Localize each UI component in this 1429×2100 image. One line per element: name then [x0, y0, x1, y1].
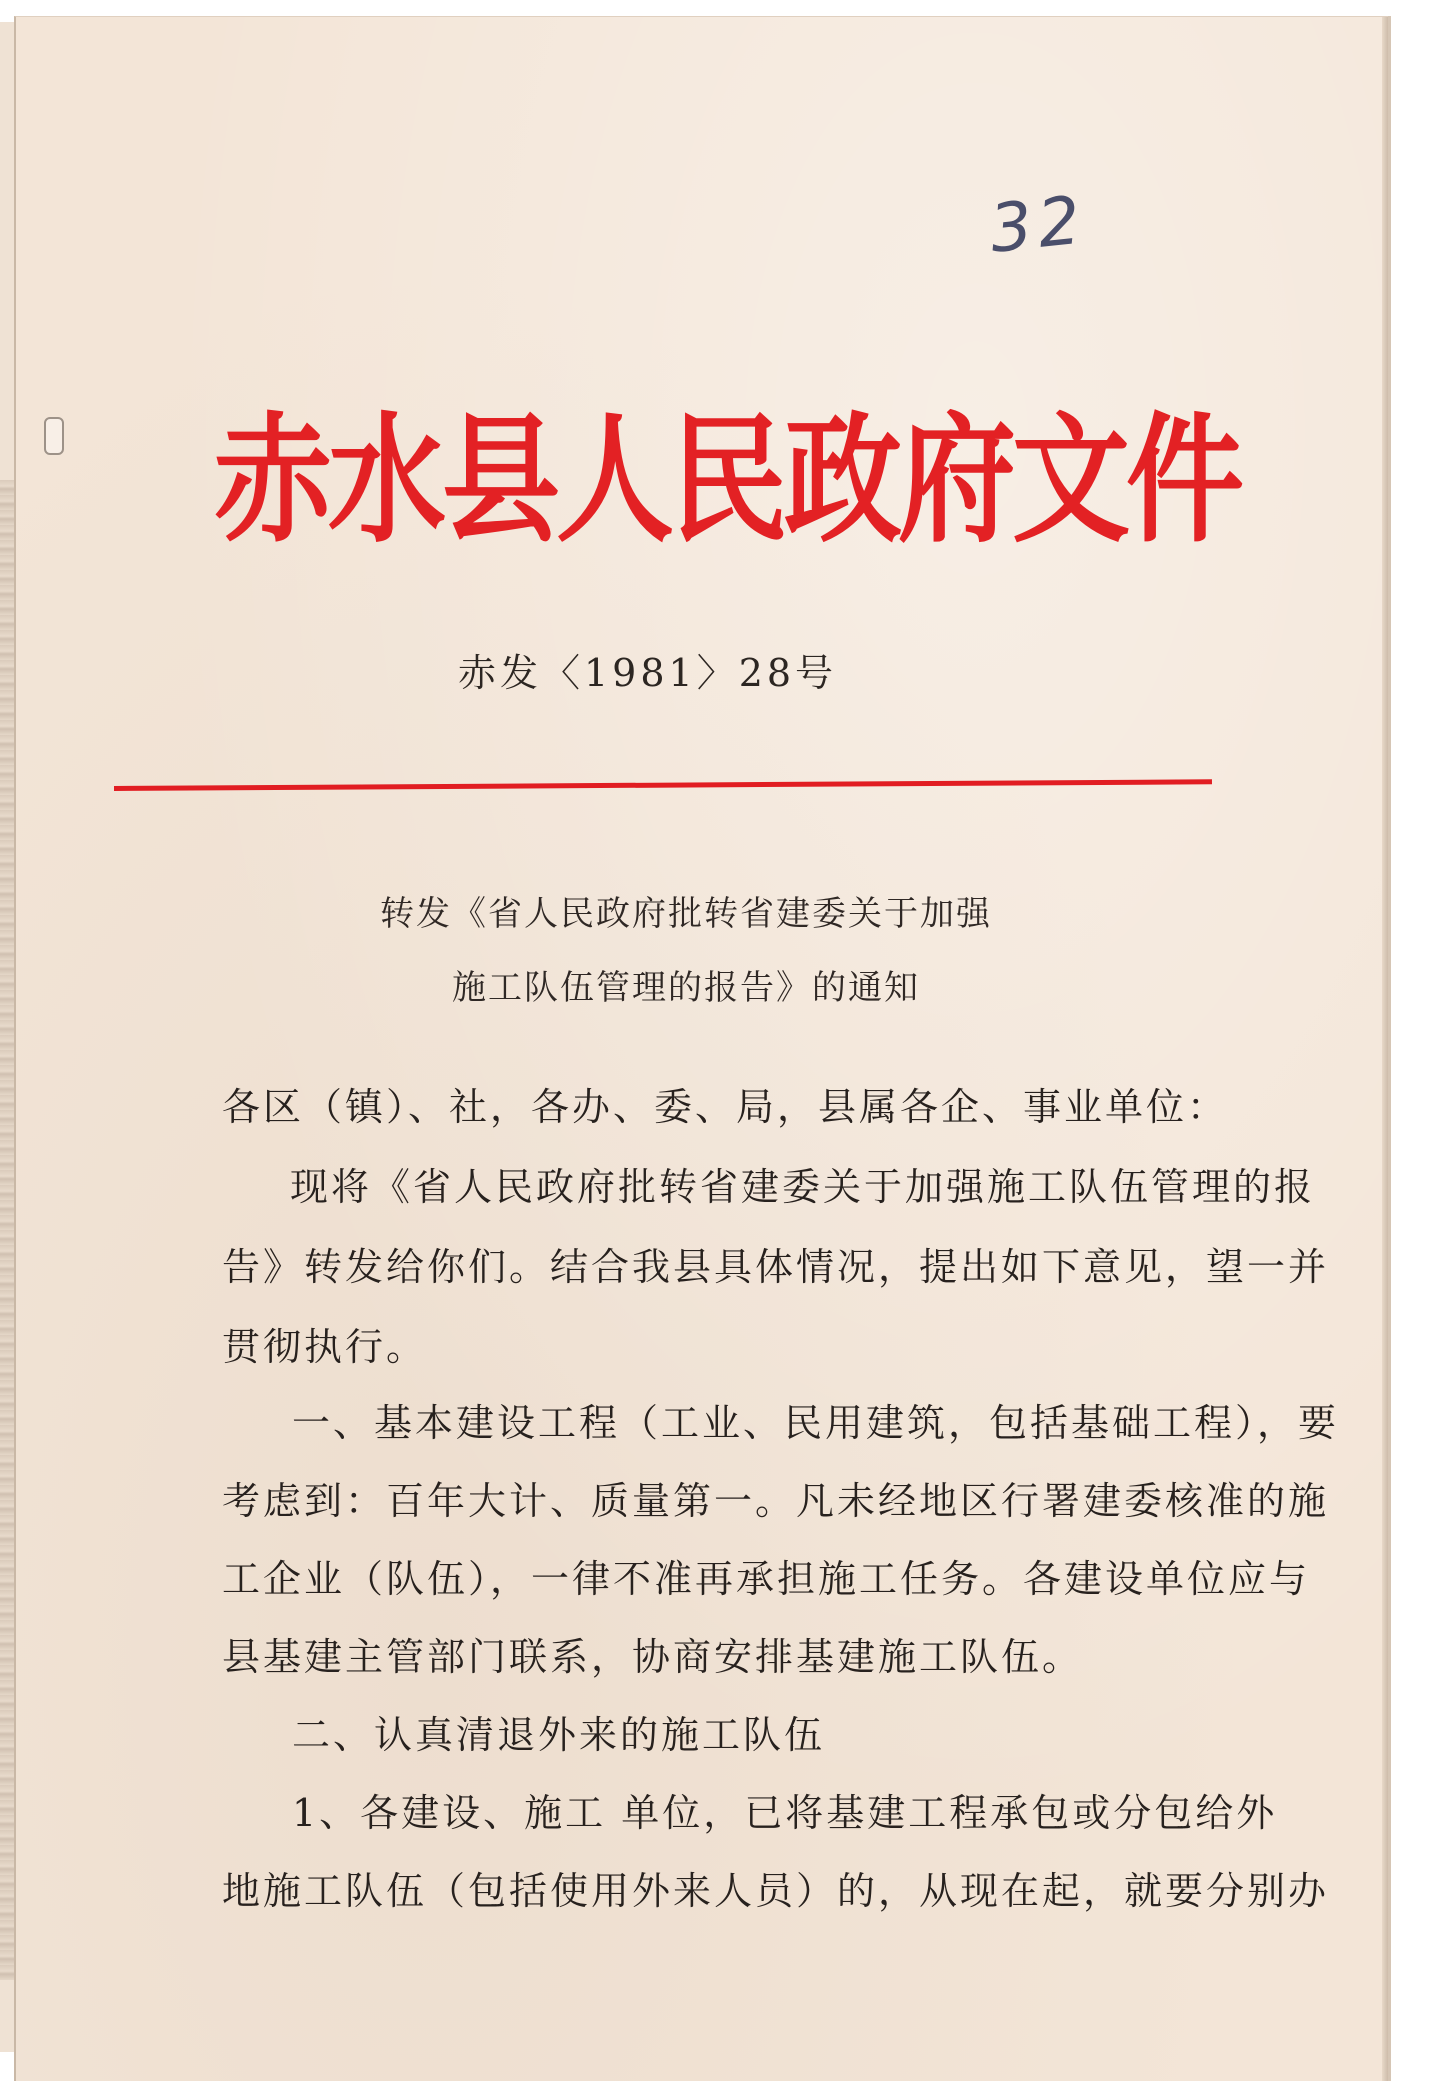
body-line: 地施工队伍（包括使用外来人员）的，从现在起，就要分别办	[222, 1869, 1330, 1913]
body-line: 1、各建设、施工 单位，已将基建工程承包或分包给外	[292, 1791, 1278, 1835]
notice-title-line-1: 转发《省人民政府批转省建委关于加强	[380, 894, 992, 934]
body-line: 县基建主管部门联系，协商安排基建施工队伍。	[222, 1635, 1084, 1679]
body-line: 现将《省人民政府批转省建委关于加强施工队伍管理的报	[290, 1165, 1316, 1209]
salutation: 各区（镇）、社，各办、委、局，县属各企、事业单位：	[222, 1085, 1229, 1129]
body-line: 工企业（队伍），一律不准再承担施工任务。各建设单位应与	[222, 1557, 1311, 1601]
section-heading: 二、认真清退外来的施工队伍	[292, 1713, 826, 1757]
masthead-title: 赤水县人民政府文件	[214, 398, 1241, 562]
body-line: 告》转发给你们。结合我县具体情况，提出如下意见，望一并	[222, 1245, 1330, 1289]
body-line: 贯彻执行。	[222, 1325, 428, 1369]
document-page	[14, 16, 1388, 2081]
body-line: 一、基本建设工程（工业、民用建筑，包括基础工程），要	[292, 1401, 1340, 1445]
document-number: 赤发〈1981〉28号	[458, 651, 838, 695]
staple-mark	[44, 417, 64, 455]
body-line: 考虑到：百年大计、质量第一。凡未经地区行署建委核准的施	[222, 1479, 1330, 1523]
page-edge	[1382, 17, 1388, 2081]
handwritten-page-number: 32	[986, 181, 1090, 268]
notice-title-line-2: 施工队伍管理的报告》的通知	[452, 968, 920, 1008]
